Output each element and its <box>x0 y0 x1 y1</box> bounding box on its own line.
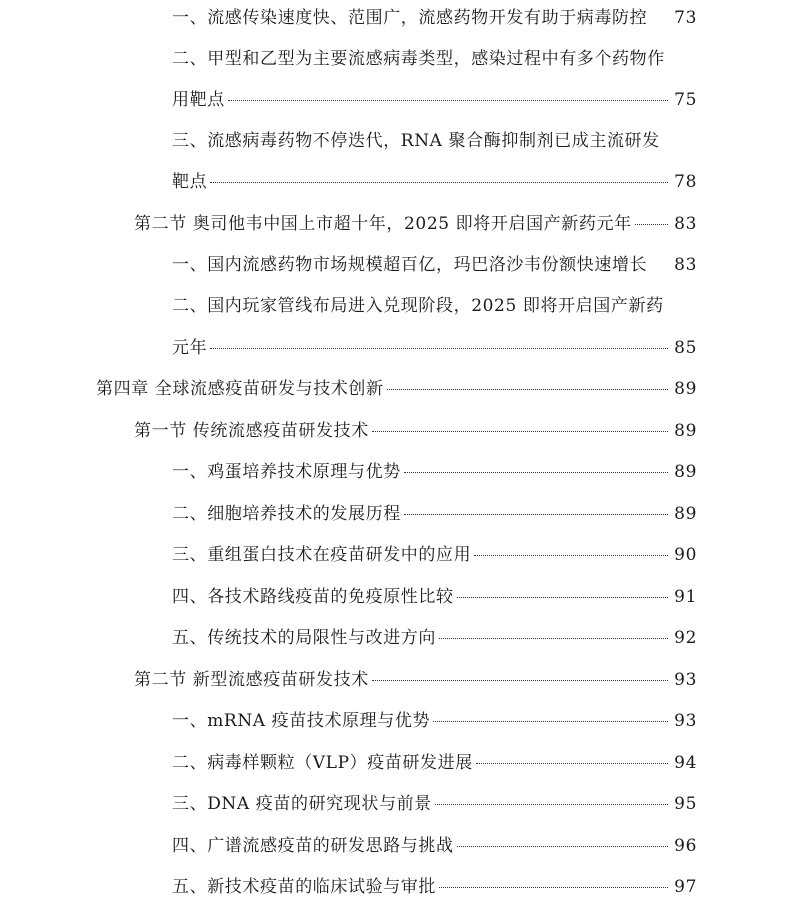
toc-entry-page: 73 <box>674 8 697 28</box>
dot-leader <box>372 680 668 681</box>
toc-entry[interactable] <box>172 7 697 29</box>
toc-entry-title: 二、甲型和乙型为主要流感病毒类型，感染过程中有多个药物作 <box>172 49 665 69</box>
toc-entry[interactable] <box>172 586 697 608</box>
toc-entry-title: 第二节 奥司他韦中国上市超十年，2025 即将开启国产新药元年 <box>134 214 632 234</box>
toc-entry-page: 83 <box>674 214 697 234</box>
toc-entry[interactable] <box>172 752 697 774</box>
toc-entry-title: 二、国内玩家管线布局进入兑现阶段，2025 即将开启国产新药 <box>172 296 664 316</box>
toc-entry-title: 三、DNA 疫苗的研究现状与前景 <box>172 794 432 814</box>
toc-entry-title: 五、新技术疫苗的临床试验与审批 <box>172 877 436 897</box>
dot-leader <box>457 597 668 598</box>
toc-entry-title: 二、病毒样颗粒（VLP）疫苗研发进展 <box>172 753 473 773</box>
toc-entry[interactable] <box>172 295 694 317</box>
dot-leader <box>439 638 668 639</box>
dot-leader <box>228 100 668 101</box>
toc-entry[interactable] <box>172 544 697 566</box>
toc-entry-page: 89 <box>674 504 697 524</box>
toc-section[interactable] <box>134 420 697 442</box>
dot-leader <box>404 514 668 515</box>
toc-entry-page: 92 <box>674 628 697 648</box>
toc-entry-page: 96 <box>674 836 697 856</box>
dot-leader <box>372 431 668 432</box>
dot-leader <box>457 846 668 847</box>
toc-entry-page: 78 <box>674 172 697 192</box>
toc-entry-page: 89 <box>674 421 697 441</box>
toc-entry-title: 第一节 传统流感疫苗研发技术 <box>134 421 369 441</box>
toc-entry-title: 一、mRNA 疫苗技术原理与优势 <box>172 711 431 731</box>
toc-entry-title: 四、广谱流感疫苗的研发思路与挑战 <box>172 836 454 856</box>
toc-entry[interactable] <box>172 835 697 857</box>
dot-leader <box>387 389 668 390</box>
toc-entry-page: 83 <box>674 255 697 275</box>
toc-entry-continuation[interactable] <box>172 337 697 359</box>
toc-entry-page: 93 <box>674 711 697 731</box>
toc-entry-title: 第二节 新型流感疫苗研发技术 <box>134 670 369 690</box>
toc-entry[interactable] <box>172 876 697 898</box>
toc-entry-title: 四、各技术路线疫苗的免疫原性比较 <box>172 587 454 607</box>
dot-leader <box>210 348 668 349</box>
toc-entry-title: 第四章 全球流感疫苗研发与技术创新 <box>96 379 384 399</box>
toc-entry[interactable] <box>172 503 697 525</box>
toc-section[interactable] <box>134 213 697 235</box>
toc-entry[interactable] <box>172 793 697 815</box>
dot-leader <box>433 721 668 722</box>
toc-entry[interactable] <box>172 48 694 70</box>
dot-leader <box>474 555 668 556</box>
toc-entry[interactable] <box>172 254 697 276</box>
toc-entry-page: 94 <box>674 753 697 773</box>
dot-leader <box>404 472 668 473</box>
toc-entry-title: 五、传统技术的局限性与改进方向 <box>172 628 436 648</box>
dot-leader <box>476 763 668 764</box>
toc-entry-page: 97 <box>674 877 697 897</box>
toc-entry[interactable] <box>172 627 697 649</box>
toc-entry-page: 90 <box>674 545 697 565</box>
toc-entry-title: 二、细胞培养技术的发展历程 <box>172 504 401 524</box>
toc-entry-page: 89 <box>674 379 697 399</box>
toc-entry-title: 三、重组蛋白技术在疫苗研发中的应用 <box>172 545 472 565</box>
toc-entry-title: 三、流感病毒药物不停迭代，RNA 聚合酶抑制剂已成主流研发 <box>172 131 660 151</box>
toc-section[interactable] <box>134 669 697 691</box>
toc-entry[interactable] <box>172 461 697 483</box>
toc-entry-continuation[interactable] <box>172 89 697 111</box>
dot-leader <box>210 182 668 183</box>
dot-leader <box>439 887 668 888</box>
toc-entry-page: 95 <box>674 794 697 814</box>
toc-entry-title-continued: 元年 <box>172 338 208 358</box>
toc-entry[interactable] <box>172 710 697 732</box>
toc-entry-title: 一、流感传染速度快、范围广，流感药物开发有助于病毒防控 <box>172 8 648 28</box>
toc-chapter[interactable] <box>96 378 697 400</box>
toc-entry-title-continued: 用靶点 <box>172 90 225 110</box>
toc-entry-page: 89 <box>674 462 697 482</box>
toc-entry-page: 85 <box>674 338 697 358</box>
toc-entry-continuation[interactable] <box>172 171 697 193</box>
toc-entry-page: 93 <box>674 670 697 690</box>
toc-entry-title-continued: 靶点 <box>172 172 208 192</box>
toc-entry-page: 75 <box>674 90 697 110</box>
dot-leader <box>435 804 668 805</box>
toc-entry-page: 91 <box>674 587 697 607</box>
toc-entry-title: 一、国内流感药物市场规模超百亿，玛巴洛沙韦份额快速增长 <box>172 255 648 275</box>
toc-entry-title: 一、鸡蛋培养技术原理与优势 <box>172 462 401 482</box>
toc-entry[interactable] <box>172 130 694 152</box>
dot-leader <box>635 224 668 225</box>
